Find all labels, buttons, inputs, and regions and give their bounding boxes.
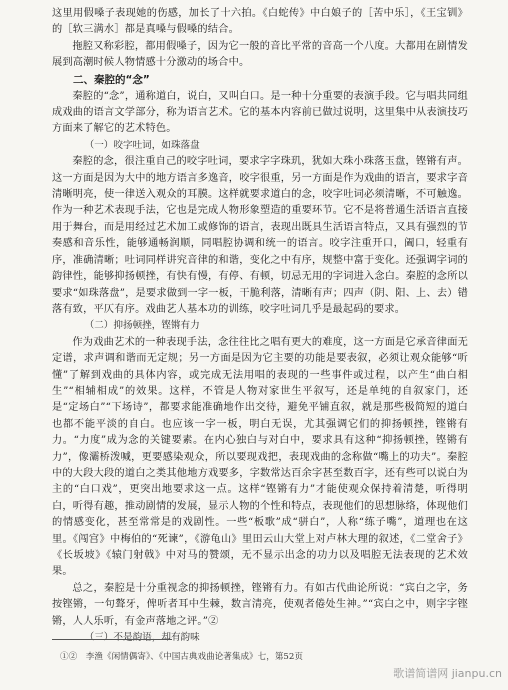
paragraph-subsection-2-summary: 总之，秦腔是十分重视念的抑扬顿挫，铿锵有力。有如古代曲论所说：“宾白之字，务按铿锵，一句聱牙，俾听者耳中生棘，数言清亮，使观者倦处生神。”“宾白之中，则字字铿锵，人人乐听，有金声落地之评。”② (52, 582, 468, 627)
section-heading-nian: 二、秦腔的“念” (73, 73, 150, 86)
footnote: ①② 李渔《闲情偶寄》、《中国古典戏曲论著集成》七，第52页 (60, 652, 303, 662)
paragraph-subsection-2: 作为戏曲艺术的一种表现手法，念往往比之唱有更大的难度，这一方面是它承音律面无定谱，求声调和谐而无定规；另一方面是因为它主要的功能是要表叙，必须让观众能够“听懂”了解到戏曲的具体内容，或完成无法用唱的表现的一些事件或过程，以产生“曲白相生”“相辅相成”的效果。这样，不管是人物对家世生平叙写，还是单纯的自叙家门，还是“定场白”“下场诗”，都要求能准确地作出交待，避免平铺直叙，就是那些极简短的道白也都不能平淡的自白。也应该一字一板，明白无误，尤其强调它们的抑扬顿挫，铿锵有力。“力度”成为念的关键要素。在内心独白与对白中，要求具有这种“抑扬顿挫，铿锵有力”，像灞桥泼喊，更要感染观众，所以要现戏把，表现戏曲的念称做“嘴上的功夫”。秦腔中的大段大段的道白之类其他地方戏要多，字数常达百余字甚至数百字，还有些可以说白为主的“白口戏”，更突出地要求这一点。这样“铿锵有力”才能使观众保持着清楚，听得明白，听得有趣，推动剧情的发展，显示人物的个性和特点，表现他们的思想脉络，体现他们的情感变化，甚至常常是的戏剧性。一些“板歌”成“骈白”，人称“练子嘴”，道理也在这里。《闯宫》中梅伯的“死谏”，《游龟山》里田云山大堂上对卢林大理的叙述，《二堂舍子》《长坂坡》《辕门射戟》中对马的赞颂，无不显示出念的功力以及唱腔无法表现的艺术效果。 (52, 336, 468, 578)
paragraph-nian-intro: 秦腔的“念”，通称道白，说白，又叫白口。是一种十分重要的表演手段。它与唱共同组成戏曲的语言文学部分，称为语言艺术。它的基本内容前已做过说明，这里集中从表演技巧方面来了解它的艺术特色。 (52, 90, 468, 135)
subsection-heading-3: （三）不是韵语，却有韵味 (84, 632, 200, 644)
paragraph-subsection-1: 秦腔的念，很注重自己的咬字吐词，要求字字珠玑，犹如大珠小珠落玉盘，铿锵有声。这一方面是因为大中的地方语言多逸音，咬字很重，另一方面是作为戏曲的语言，要求字音清晰明亮，使一律送入观众的耳膜。这样就要求道白的念，咬字吐词必须清晰，不可触逸。作为一种艺术表现手法，它也是完成人物形象塑造的重要环节。它不是将普通生活语言直接用于舞台，而是用经过艺术加工或修饰的语言，表现出既具生活语言特点，又具有强烈的节奏感和音乐性，能够通畅润顺，同唱腔协调和统一的语言。咬字注重开口，阖口，轻重有序，准确清晰；吐词同样讲究音律的和谐，变化之中有序，规整中富于变化。还强调字词的韵律性，能够抑扬顿挫，有快有慢，有停、有顿，切忌无用的字词进入念白。秦腔的念所以要求“如珠落盘”，是要求做到一字一板，干脆利落，清晰有声；四声（阴、阳、上、去）错落有致，平仄有序。戏曲艺人基本功的训练，咬字吐词几乎是最起码的要求。 (52, 156, 468, 315)
site-watermark: 歌谱简谱网 jianpu.cn (393, 667, 502, 680)
paragraph-singing-1: 这里用假嗓子表现她的伤感，加长了十六拍。《白蛇传》中白娘子的［苦中乐］，《王宝钏》的［软三满水］都是真嗓与假嗓的结合。 (52, 8, 468, 36)
subsection-heading-1: （一）咬字吐词，如珠落盘 (84, 139, 200, 151)
subsection-heading-2: （二）抑扬顿挫，铿锵有力 (84, 320, 200, 332)
paragraph-singing-2: 拖腔又称彩腔，都用假嗓子，因为它一般的音比平常的音高一个八度。大都用在剧情发展到高潮时候人物情感十分激动的场合中。 (52, 40, 468, 69)
footnote-rule (52, 639, 172, 640)
